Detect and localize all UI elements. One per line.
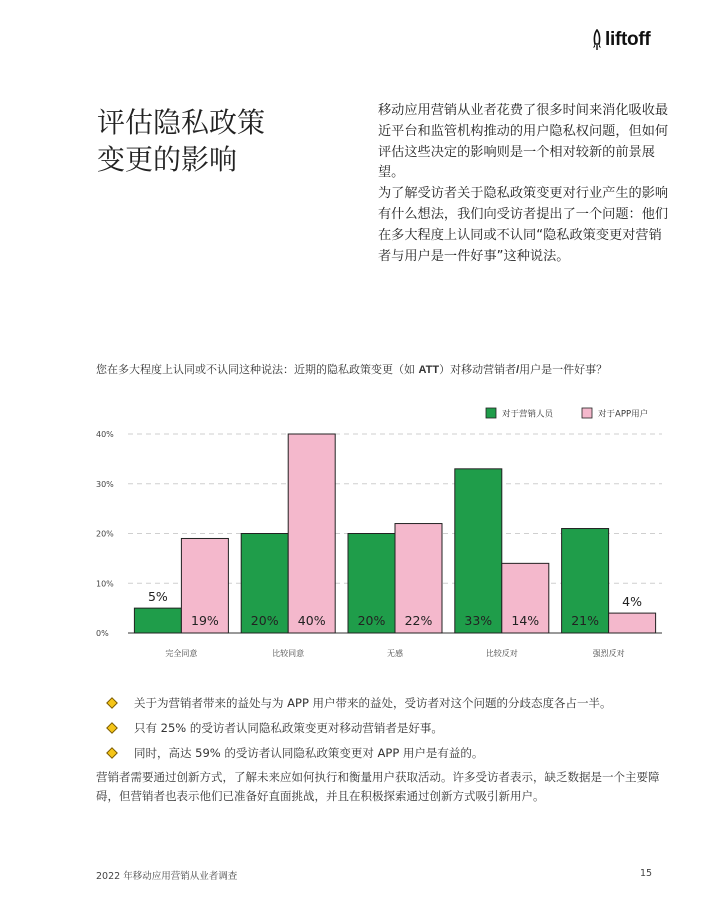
chart-question	[96, 361, 676, 377]
question-part-2: ）对移动营销者	[439, 363, 517, 376]
bullet-text: 同时，高达 59% 的受访者认同隐私政策变更对 APP 用户是有益的。	[134, 746, 484, 760]
intro-paragraph-1: 移动应用营销从业者花费了很多时间来消化吸收最近平台和监管机构推动的用户隐私权问题，但如何评估这些决定的影响则是一个相对较新的前景展望。	[378, 103, 669, 181]
page-title	[97, 104, 337, 178]
question-part-1: 您在多大程度上认同或不认同这种说法：近期的隐私政策变更（如	[96, 363, 419, 376]
question-bold-att: ATT	[418, 364, 440, 376]
bar	[288, 434, 335, 633]
data-label: 19%	[191, 613, 219, 628]
list-item	[106, 695, 676, 720]
y-tick-label: 40%	[96, 430, 114, 439]
diamond-icon	[106, 697, 118, 709]
legend-label: 对于APP用户	[598, 409, 649, 420]
y-tick-label: 20%	[96, 529, 114, 539]
y-tick-label: 10%	[96, 579, 114, 589]
data-label: 20%	[250, 613, 279, 628]
y-tick-label: 30%	[96, 479, 114, 489]
bullet-text: 只有 25% 的受访者认同隐私政策变更对移动营销者是好事。	[134, 721, 443, 735]
category-label: 无感	[387, 649, 403, 658]
data-label: 14%	[511, 613, 540, 628]
legend-label: 对于营销人员	[502, 409, 554, 420]
bar	[134, 608, 181, 633]
title-line-1: 评估隐私政策	[97, 106, 266, 139]
intro-text	[378, 101, 670, 267]
list-item	[106, 745, 676, 770]
y-tick-label: 0%	[96, 629, 109, 638]
data-label: 5%	[147, 589, 168, 605]
legend-swatch	[582, 408, 592, 418]
key-findings-list	[106, 695, 676, 770]
bar	[455, 469, 502, 633]
liftoff-logo	[592, 29, 650, 51]
category-label: 强烈反对	[592, 649, 625, 658]
data-label: 4%	[622, 594, 643, 610]
question-part-3: 用户是一件好事？	[519, 363, 608, 376]
category-label: 比较反对	[485, 649, 518, 658]
title-line-2: 变更的影响	[97, 143, 238, 176]
logo-text: liftoff	[605, 29, 651, 50]
bar-chart	[86, 395, 676, 670]
category-label: 完全同意	[165, 649, 198, 658]
page-number: 15	[640, 868, 653, 879]
list-item	[106, 720, 676, 745]
legend-swatch	[486, 408, 496, 418]
question-bold-slash: /	[516, 364, 520, 376]
data-label: 21%	[571, 613, 599, 628]
diamond-icon	[106, 722, 118, 734]
rocket-icon	[592, 29, 602, 51]
bullet-text: 关于为营销者带来的益处与为 APP 用户带来的益处，受访者对这个问题的分歧态度各占一半。	[134, 696, 612, 710]
data-label: 22%	[404, 613, 433, 628]
summary-paragraph: 营销者需要通过创新方式，了解未来应如何执行和衡量用户获取活动。许多受访者表示，缺乏数据是一个主要障碍，但营销者也表示他们已准备好直面挑战，并且在积极探索通过创新方式吸引新用户。	[96, 770, 660, 803]
category-label: 比较同意	[272, 649, 305, 658]
bar	[609, 613, 656, 633]
data-label: 20%	[357, 613, 386, 628]
data-label: 40%	[297, 613, 326, 628]
footer-title: 2022 年移动应用营销从业者调查	[96, 871, 238, 882]
data-label: 33%	[464, 613, 493, 628]
intro-paragraph-2: 为了解受访者关于隐私政策变更对行业产生的影响有什么想法，我们向受访者提出了一个问题：他们在多大程度上认同或不认同“隐私政策变更对营销者与用户是一件好事”这种说法。	[378, 186, 669, 264]
diamond-icon	[106, 747, 118, 759]
